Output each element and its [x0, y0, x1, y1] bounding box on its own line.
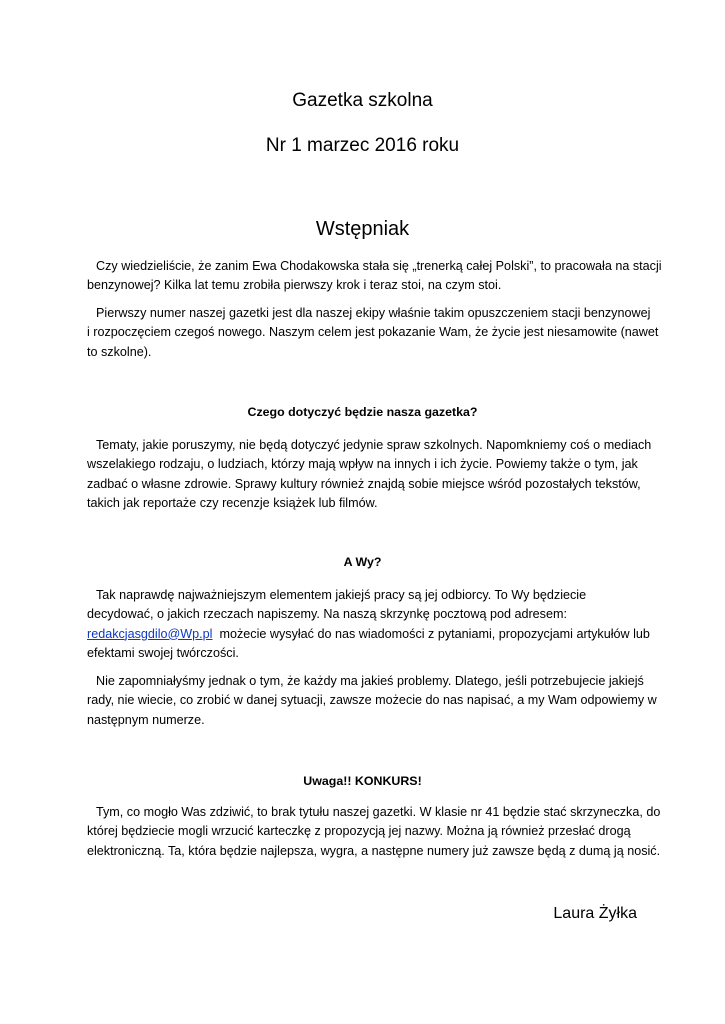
text-line: zadbać o własne zdrowie. Sprawy kultury również znajdą sobie miejsce wśród pozostałych tekstów,	[87, 476, 641, 491]
contest-paragraph	[87, 803, 661, 861]
text-line: elektroniczną. Ta, która będzie najlepsza, wygra, a następne numery już zawsze będą z dumą ją nosić.	[87, 843, 661, 858]
text-line: Nie zapomniałyśmy jednak o tym, że każdy ma jakieś problemy. Dlatego, jeśli potrzebujecie jakiejś	[96, 674, 644, 688]
newsletter-title: Gazetka szkolna	[292, 90, 433, 111]
text-line: wszelakiego rodzaju, o ludziach, którzy mają wpływ na innych i ich życie. Powiemy także o tym, jak	[87, 457, 638, 472]
section-heading-a-wy: A Wy?	[343, 555, 382, 569]
text-line: Czy wiedzieliście, że zanim Ewa Chodakowska stała się „trenerką całej Polski”, to pracowała na stacji	[96, 259, 662, 273]
help-paragraph	[87, 672, 657, 730]
topics-paragraph	[87, 436, 652, 513]
section-heading-konkurs: Uwaga!! KONKURS!	[303, 774, 422, 788]
text-line	[78, 625, 650, 644]
text-line: której będziecie mogli wrzucić karteczkę z propozycją jej nazwy. Można ją również przesłać drogą	[87, 824, 631, 839]
email-link[interactable]: redakcjasgdilo@Wp.pl	[87, 626, 213, 641]
section-title-wstepniak: Wstępniak	[315, 218, 410, 240]
text-line: efektami swojej twórczości.	[87, 645, 239, 660]
text-line: to szkolne).	[87, 344, 152, 359]
text-line: Pierwszy numer naszej gazetki jest dla naszej ekipy właśnie takim opuszczeniem stacji benzynowej	[96, 306, 651, 320]
section-heading-topics: Czego dotyczyć będzie nasza gazetka?	[247, 405, 478, 419]
text-line: benzynowej? Kilka lat temu zrobiła pierwszy krok i teraz stoi, na czym stoi.	[87, 278, 502, 293]
text-line: decydować, o jakich rzeczach napiszemy. Na naszą skrzynkę pocztową pod adresem:	[87, 607, 567, 622]
audience-paragraph	[87, 586, 650, 663]
text-line: Tym, co mogło Was zdziwić, to brak tytułu naszej gazetki. W klasie nr 41 będzie stać skrzyneczka, do	[96, 805, 661, 819]
author-signature: Laura Żyłka	[553, 905, 637, 922]
text-line: Tak naprawdę najważniejszym elementem jakiejś pracy są jej odbiorcy. To Wy będziecie	[96, 588, 587, 602]
text-line: następnym numerze.	[87, 712, 205, 727]
intro-paragraph-1	[87, 257, 662, 296]
text-line: rady, nie wiecie, co zrobić w danej sytuacji, zawsze możecie do nas napisać, a my Wam odpowiemy w	[87, 693, 657, 708]
text-line: takich jak reportaże czy recenzje książek lub filmów.	[87, 495, 378, 510]
text-segment: możecie wysyłać do nas wiadomości z pytaniami, propozycjami artykułów lub	[212, 626, 650, 641]
text-line: i rozpoczęciem czegoś nowego. Naszym celem jest pokazanie Wam, że życie jest niesamowite (nawet	[87, 325, 659, 340]
text-line: Tematy, jakie poruszymy, nie będą dotyczyć jedynie spraw szkolnych. Napomkniemy coś o mediach	[96, 438, 652, 452]
issue-line: Nr 1 marzec 2016 roku	[265, 135, 460, 156]
intro-paragraph-2	[87, 304, 659, 362]
